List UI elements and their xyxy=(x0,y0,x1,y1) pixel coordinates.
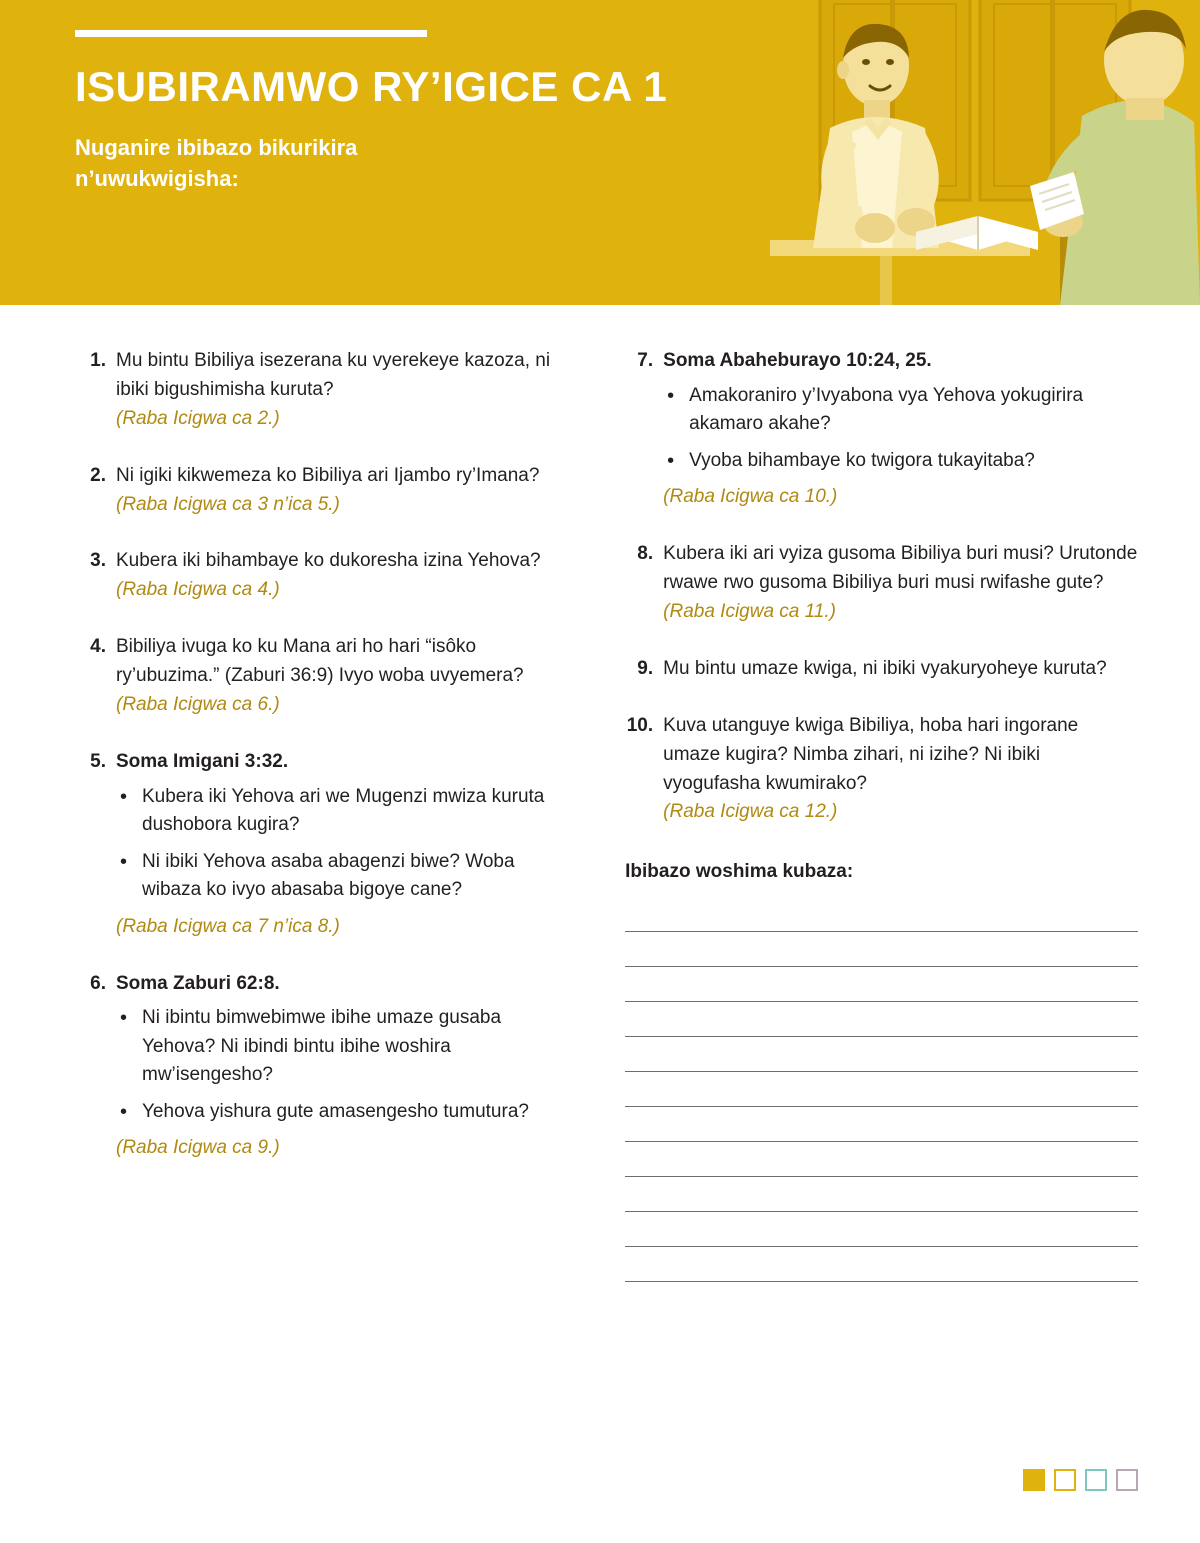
question-item xyxy=(625,712,1138,828)
note-line[interactable] xyxy=(625,1107,1138,1142)
left-column xyxy=(78,347,571,1282)
sub-question: • Kubera iki Yehova ari we Mugenzi mwiza kuruta dushobora kugira? xyxy=(116,783,571,840)
page-header xyxy=(0,0,1200,305)
sub-question: • Ni ibiki Yehova asaba abagenzi biwe? Woba wibaza ko ivyo abasaba bigoye cane? xyxy=(116,848,571,905)
question-number: 6. xyxy=(90,972,106,994)
question-list-left xyxy=(78,347,571,1163)
question-text: Kubera iki bihambaye ko dukoresha izina Yehova? xyxy=(116,550,541,572)
question-number: 5. xyxy=(90,750,106,772)
content-area xyxy=(0,305,1200,1282)
question-item xyxy=(78,633,571,720)
question-number: 10. xyxy=(626,714,654,736)
question-reference: (Raba Icigwa ca 3 n’ica 5.) xyxy=(116,493,340,515)
question-text: Kuva utanguye kwiga Bibiliya, hoba hari ingorane umaze kugira? Nimba zihari, ni izihe? Ni ibiki vyogufasha kwumirako? xyxy=(663,714,1079,794)
question-item xyxy=(625,347,1138,512)
sub-question: • Vyoba bihambaye ko twigora tukayitaba? xyxy=(663,447,1138,476)
question-reference: (Raba Icigwa ca 9.) xyxy=(116,1137,280,1159)
question-reference: (Raba Icigwa ca 4.) xyxy=(116,579,280,601)
question-item xyxy=(78,462,571,520)
question-item xyxy=(78,547,571,605)
question-text: Mu bintu Bibiliya isezerana ku vyerekeye kazoza, ni ibiki bigushimisha kuruta? xyxy=(116,350,551,400)
note-line[interactable] xyxy=(625,1142,1138,1177)
question-item xyxy=(78,970,571,1164)
sub-question: • Ni ibintu bimwebimwe ibihe umaze gusaba Yehova? Ni ibindi bintu ibihe woshira mw’isengesho? xyxy=(116,1004,571,1090)
question-number: 9. xyxy=(637,657,654,679)
header-text-block xyxy=(75,30,675,195)
question-reference: (Raba Icigwa ca 7 n’ica 8.) xyxy=(116,915,340,937)
question-number: 7. xyxy=(637,350,654,371)
right-column xyxy=(625,347,1138,1282)
note-line[interactable] xyxy=(625,897,1138,932)
two-men-studying-bible-illustration xyxy=(730,0,1200,305)
note-line[interactable] xyxy=(625,1177,1138,1212)
sub-question: • Amakoraniro y’Ivyabona vya Yehova yokugirira akamaro akahe? xyxy=(663,382,1138,439)
page-title: ISUBIRAMWO RY’IGICE CA 1 xyxy=(75,63,668,110)
question-number: 3. xyxy=(90,550,106,572)
note-line[interactable] xyxy=(625,932,1138,967)
swatch-teal-outline xyxy=(1085,1469,1107,1491)
question-number: 2. xyxy=(90,464,106,486)
sub-question-list xyxy=(663,382,1138,476)
question-number: 8. xyxy=(637,543,654,565)
question-item xyxy=(78,347,571,434)
question-number: 4. xyxy=(90,636,106,658)
question-text: Mu bintu umaze kwiga, ni ibiki vyakuryoheye kuruta? xyxy=(663,657,1107,679)
question-text: Soma Imigani 3:32. xyxy=(116,750,289,772)
notes-heading: Ibibazo woshima kubaza: xyxy=(625,861,854,883)
notes-write-in-area[interactable] xyxy=(625,897,1138,1282)
question-item xyxy=(78,748,571,942)
title-rule xyxy=(75,30,427,37)
question-text: Ni igiki kikwemeza ko Bibiliya ari Ijambo ry’Imana? xyxy=(116,464,540,486)
question-number: 1. xyxy=(90,350,106,371)
sub-question: • Yehova yishura gute amasengesho tumutura? xyxy=(116,1098,571,1127)
question-list-right xyxy=(625,347,1138,827)
question-reference: (Raba Icigwa ca 2.) xyxy=(116,407,280,429)
swatch-yellow-outline xyxy=(1054,1469,1076,1491)
note-line[interactable] xyxy=(625,1212,1138,1247)
page-subtitle: Nuganire ibibazo bikurikira n’uwukwigisha: xyxy=(75,134,358,192)
question-reference: (Raba Icigwa ca 11.) xyxy=(663,601,836,622)
swatch-mauve-outline xyxy=(1116,1469,1138,1491)
note-line[interactable] xyxy=(625,1247,1138,1282)
footer-color-swatches xyxy=(1023,1469,1138,1491)
sub-question-list xyxy=(116,783,571,905)
swatch-yellow-filled xyxy=(1023,1469,1045,1491)
question-text: Soma Zaburi 62:8. xyxy=(116,972,280,994)
question-item xyxy=(625,540,1138,627)
note-line[interactable] xyxy=(625,1002,1138,1037)
note-line[interactable] xyxy=(625,967,1138,1002)
question-reference: (Raba Icigwa ca 6.) xyxy=(116,693,280,715)
note-line[interactable] xyxy=(625,1037,1138,1072)
question-item xyxy=(625,655,1138,684)
note-line[interactable] xyxy=(625,1072,1138,1107)
question-text: Kubera iki ari vyiza gusoma Bibiliya buri musi? Urutonde rwawe rwo gusoma Bibiliya buri musi rwifashe gute? xyxy=(663,543,1138,594)
question-text: Soma Abaheburayo 10:24, 25. xyxy=(663,350,932,371)
question-reference: (Raba Icigwa ca 10.) xyxy=(663,486,838,508)
question-text: Bibiliya ivuga ko ku Mana ari ho hari “isôko ry’ubuzima.” (Zaburi 36:9) Ivyo woba uvyemera? xyxy=(116,636,524,686)
sub-question-list xyxy=(116,1004,571,1126)
question-reference: (Raba Icigwa ca 12.) xyxy=(663,801,838,823)
